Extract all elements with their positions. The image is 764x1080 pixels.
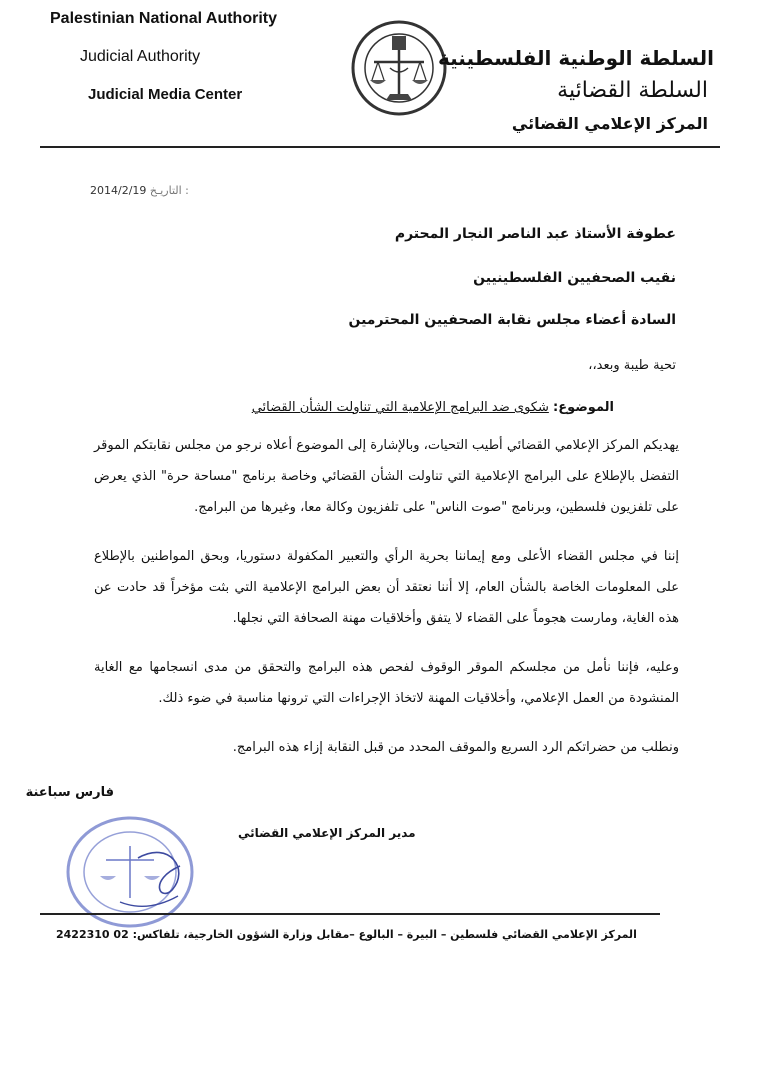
greeting: تحية طيبة وبعد،، <box>588 358 676 373</box>
footer-divider <box>40 913 660 915</box>
date-value: 2014/2/19 <box>90 184 147 197</box>
body-paragraph: يهديكم المركز الإعلامي القضائي أطيب التحيات، وبالإشارة إلى الموضوع أعلاه نرجو من مجلس نقابتكم الموقر التفضل بالإطلاع على البرامج الإعلامية التي تناولت الشأن القضائي وخاصة برنامج "مساحة حرة" الذي يعرض على تلفزيون فلسطين، وبرنامج "صوت الناس" على تلفزيون وكالة معا، وغيرها من البرامج. <box>94 438 679 515</box>
official-stamp-icon <box>60 810 210 928</box>
addressee-line: السادة أعضاء مجلس نقابة الصحفيين المحترمين <box>348 312 676 328</box>
signatory-name: فارس سباعنة <box>25 785 114 800</box>
footer-address-line <box>56 928 637 941</box>
header-divider <box>40 146 720 148</box>
body-paragraph: إننا في مجلس القضاء الأعلى ومع إيماننا بحرية الرأي والتعبير المكفولة دستوريا، وبحق المواطنين بالإطلاع على المعلومات الخاصة بالشأن العام، إلا أننا نعتقد أن بعض البرامج الإعلامية التي بثت مؤخراً قد حادت عن هذه الغاية، ومارست هجوماً على القضاء لا يتفق وأخلاقيات مهنة الصحافة التي نجلها. <box>94 549 679 626</box>
header-ar-media-center: المركز الإعلامي القضائي <box>511 114 708 133</box>
subject-text: شكوى ضد البرامج الإعلامية التي تناولت الشأن القضائي <box>251 400 549 415</box>
scales-of-justice-emblem-icon <box>350 18 448 118</box>
footer-phone: 02 2422310 <box>56 928 129 941</box>
letter-date <box>90 184 189 197</box>
header-en-media-center: Judicial Media Center <box>88 86 243 103</box>
signatory-title: مدير المركز الإعلامي القضائي <box>238 826 416 840</box>
date-label: التاريـخ : <box>149 184 189 197</box>
subject-line <box>252 400 614 415</box>
subject-label: الموضوع: <box>553 400 614 415</box>
header-ar-authority: السلطة الوطنية الفلسطينية <box>438 46 714 70</box>
footer-address: المركز الإعلامي القضائي فلسطين – البيرة – البالوع –مقابل وزارة الشؤون الخارجية، تلفاكس: <box>132 928 637 941</box>
addressee-line: نقيب الصحفيين الفلسطينيين <box>473 270 676 286</box>
body-paragraph: ونطلب من حضراتكم الرد السريع والموقف المحدد من قبل النقابة إزاء هذه البرامج. <box>232 740 679 755</box>
header-ar-judicial: السلطة القضائية <box>557 78 708 103</box>
header-en-judicial: Judicial Authority <box>80 48 201 65</box>
body-paragraph: وعليه، فإننا نأمل من مجلسكم الموقر الوقوف لفحص هذه البرامج والتحقق من مدى انسجامها مع الغاية المنشودة من العمل الإعلامي، وأخلاقيات المهنة لاتخاذ الإجراءات التي ترونها مناسبة في ضوء ذلك. <box>94 660 679 706</box>
addressee-line: عطوفة الأستاذ عبد الناصر النجار المحترم <box>394 226 676 242</box>
header-en-authority: Palestinian National Authority <box>50 10 277 27</box>
